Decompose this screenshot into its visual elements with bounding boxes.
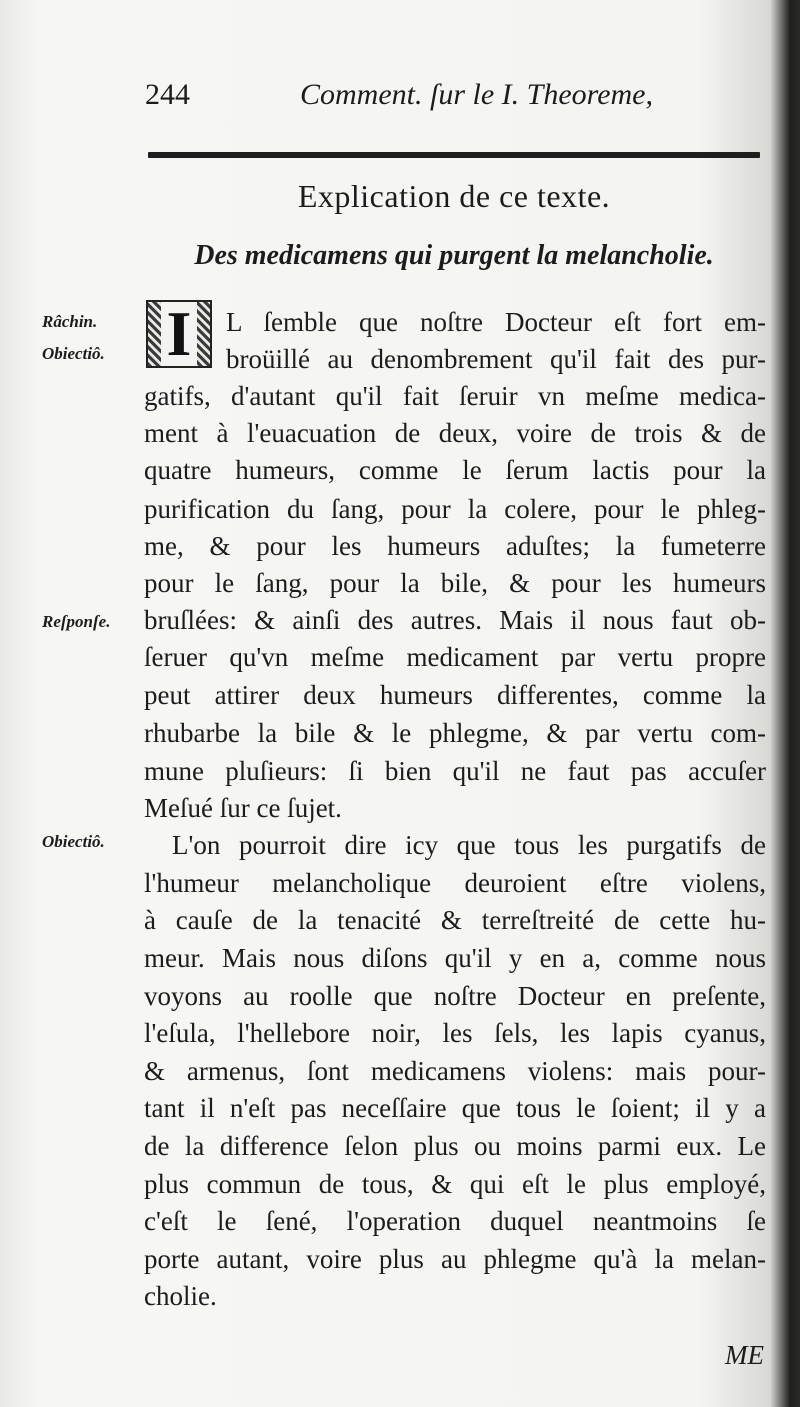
margin-note-rachin: Râchin. bbox=[42, 312, 98, 331]
text-line: meur. Mais nous diſons qu'il y en a, comme nous bbox=[144, 943, 766, 973]
drop-cap-initial bbox=[146, 300, 212, 368]
text-line: peut attirer deux humeurs differentes, comme la bbox=[144, 680, 766, 710]
text-line: ment à l'euacuation de deux, voire de trois & de bbox=[144, 418, 766, 448]
text-line: tant il n'eſt pas neceſſaire que tous le ſoient; il y a bbox=[144, 1093, 766, 1123]
text-line: ſeruer qu'vn meſme medicament par vertu propre bbox=[144, 642, 766, 672]
page-header bbox=[145, 78, 765, 122]
margin-note-response: Reſponſe. bbox=[42, 612, 111, 631]
text-line: cholie. bbox=[144, 1281, 217, 1311]
drop-cap-letter: I bbox=[161, 302, 198, 366]
text-line: plus commun de tous, & qui eſt le plus employé, bbox=[144, 1169, 766, 1199]
text-line: me, & pour les humeurs aduſtes; la fumeterre bbox=[144, 531, 766, 561]
section-subtitle: Des medicamens qui purgent la melancholie. bbox=[194, 240, 714, 271]
text-line: à cauſe de la tenacité & terreſtreité de cette hu- bbox=[144, 905, 766, 935]
text-line: c'eſt le ſené, l'operation duquel neantmoins ſe bbox=[144, 1206, 766, 1236]
section-title: Explication de ce texte. bbox=[297, 178, 611, 214]
running-head: Comment. ſur le I. Theoreme, bbox=[300, 78, 653, 111]
text-line: porte autant, voire plus au phlegme qu'à la melan- bbox=[144, 1244, 766, 1274]
margin-note-objection-2: Obiectiô. bbox=[42, 832, 105, 851]
text-line: bruſlées: & ainſi des autres. Mais il nous faut ob- bbox=[144, 605, 766, 635]
text-line: pour le ſang, pour la bile, & pour les humeurs bbox=[144, 568, 766, 598]
header-rule bbox=[148, 152, 760, 158]
text-line: rhubarbe la bile & le phlegme, & par vertu com- bbox=[144, 718, 766, 748]
text-line: voyons au roolle que noſtre Docteur en preſente, bbox=[144, 981, 766, 1011]
text-line: gatifs, d'autant qu'il fait ſeruir vn meſme medica- bbox=[144, 381, 766, 411]
text-line: L'on pourroit dire icy que tous les purgatifs de bbox=[172, 830, 766, 860]
margin-note-objection-1: Obiectiô. bbox=[42, 344, 105, 363]
text-line: Meſué ſur ce ſujet. bbox=[144, 793, 342, 823]
page-number: 244 bbox=[145, 78, 190, 111]
text-line: broüillé au denombrement qu'il fait des pur- bbox=[226, 344, 766, 374]
text-line: de la difference ſelon plus ou moins parmi eux. Le bbox=[144, 1131, 766, 1161]
text-line: l'eſula, l'hellebore noir, les ſels, les lapis cyanus, bbox=[144, 1018, 766, 1048]
catchword: ME bbox=[725, 1340, 764, 1370]
text-line: mune pluſieurs: ſi bien qu'il ne faut pas accuſer bbox=[144, 756, 766, 786]
text-line: quatre humeurs, comme le ſerum lactis pour la bbox=[144, 455, 766, 485]
text-line: L ſemble que noſtre Docteur eſt fort em- bbox=[226, 307, 766, 337]
text-line: purification du ſang, pour la colere, pour le phleg- bbox=[144, 494, 766, 524]
text-line: & armenus, ſont medicamens violens: mais pour- bbox=[144, 1056, 766, 1086]
text-line: l'humeur melancholique deuroient eſtre violens, bbox=[144, 868, 766, 898]
